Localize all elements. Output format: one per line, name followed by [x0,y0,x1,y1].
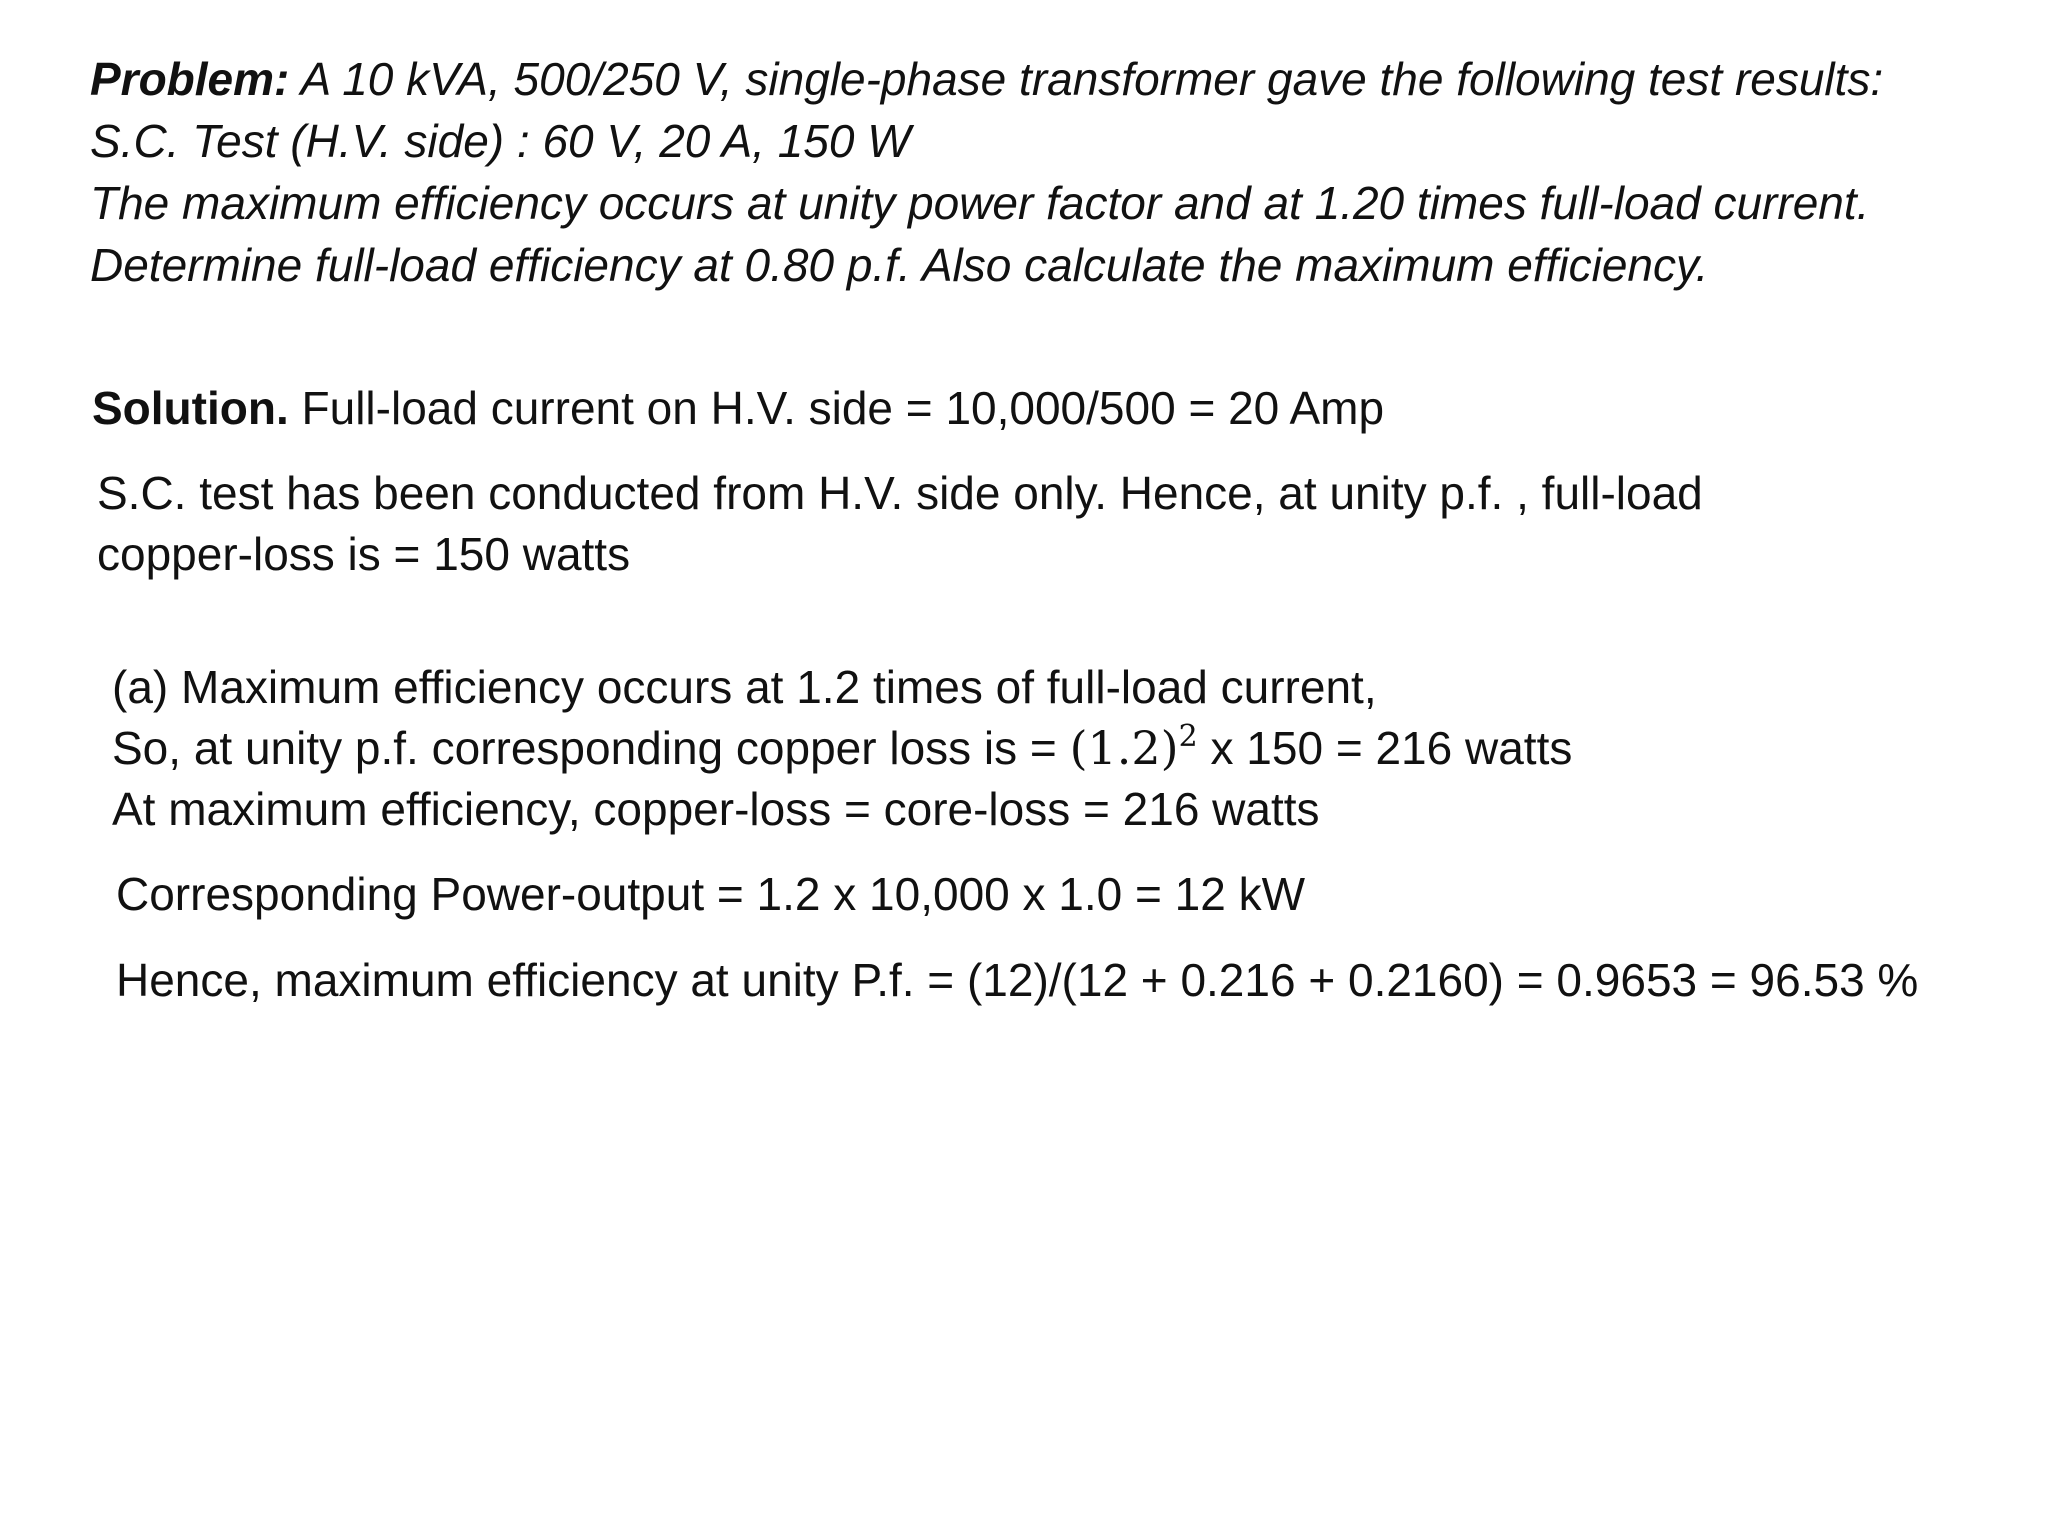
solution-label: Solution. [92,382,289,434]
part-a-line-3: At maximum efficiency, copper-loss = core-loss = 216 watts [112,783,1320,835]
part-a-line-1: (a) Maximum efficiency occurs at 1.2 times of full-load current, [112,661,1377,713]
problem-text-1: A 10 kVA, 500/250 V, single-phase transformer gave the following test results: [289,53,1884,105]
copper-loss-suffix: x 150 = 216 watts [1197,722,1573,774]
problem-label: Problem: [90,53,290,105]
copper-loss-factor [1070,721,1198,775]
sc-test-line-2: copper-loss is = 150 watts [97,528,631,580]
problem-line-1 [90,53,1884,105]
copper-loss-base: (1.2) [1069,721,1179,775]
copper-loss-exponent: 2 [1178,719,1198,754]
problem-line-3: The maximum efficiency occurs at unity power factor and at 1.20 times full-load current. [90,177,1870,229]
problem-line-2: S.C. Test (H.V. side) : 60 V, 20 A, 150 W [90,115,911,167]
sc-test-line-1: S.C. test has been conducted from H.V. side only. Hence, at unity p.f. , full-load [97,467,1703,519]
solution-line [92,382,1385,434]
solution-full-load-current: Full-load current on H.V. side = 10,000/500 = 20 Amp [288,382,1385,434]
copper-loss-prefix: So, at unity p.f. corresponding copper loss is = [112,722,1070,774]
power-output-line: Corresponding Power-output = 1.2 x 10,000 x 1.0 = 12 kW [116,868,1306,920]
part-a-line-2 [112,719,1573,775]
problem-line-4: Determine full-load efficiency at 0.80 p.f. Also calculate the maximum efficiency. [90,239,1709,291]
max-efficiency-line: Hence, maximum efficiency at unity P.f. = (12)/(12 + 0.216 + 0.2160) = 0.9653 = 96.53 % [116,954,1919,1006]
